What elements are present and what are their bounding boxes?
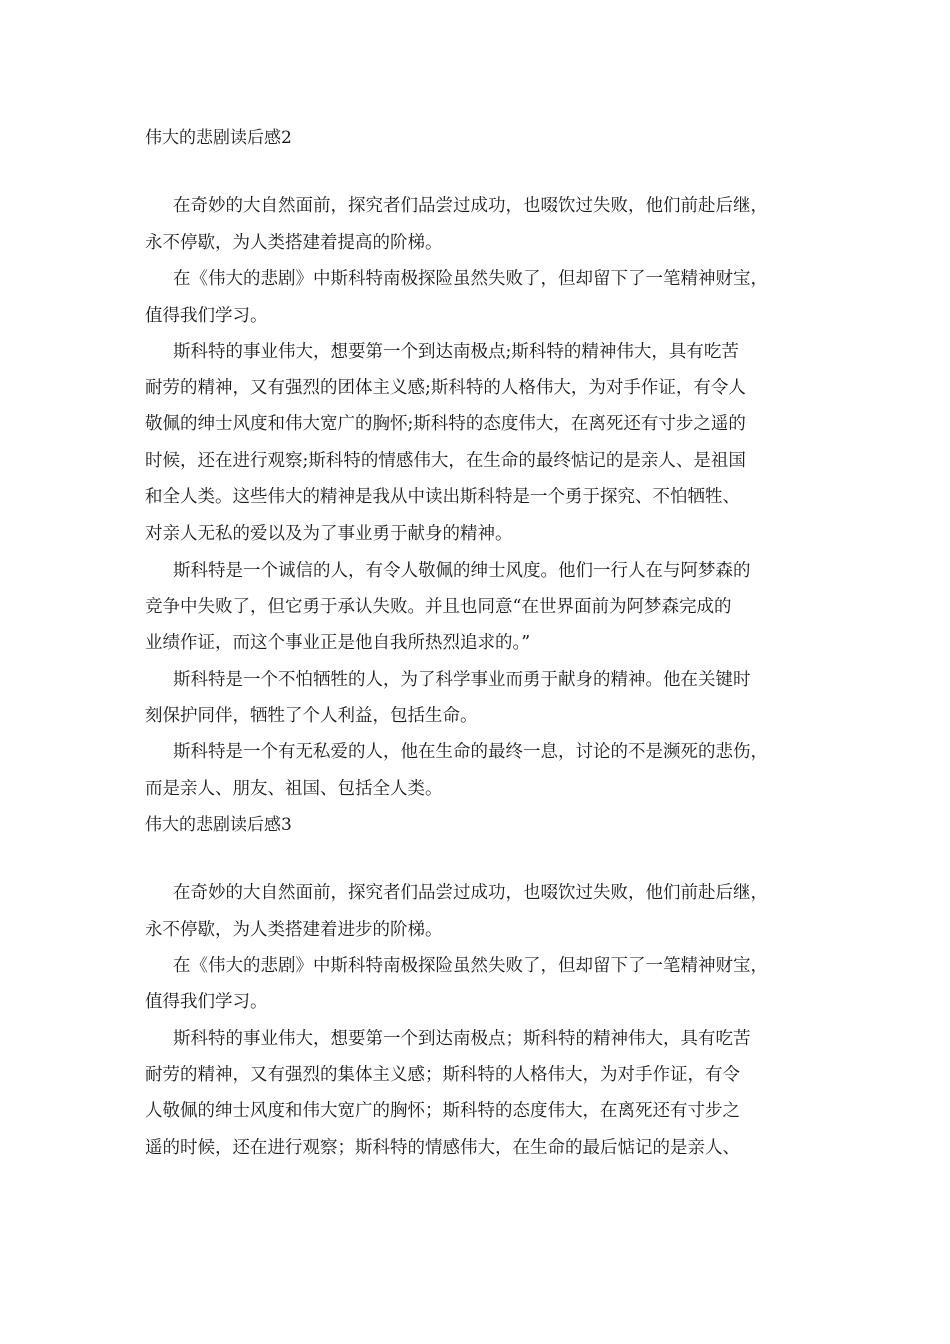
paragraph-line: 敬佩的绅士风度和伟大宽广的胸怀;斯科特的态度伟大，在离死还有寸步之遥的 [145, 414, 746, 434]
paragraph-line: 业绩作证，而这个事业正是他自我所热烈追求的。” [145, 633, 531, 653]
paragraph-line: 在奇妙的大自然面前，探究者们品尝过成功，也啜饮过失败，他们前赴后继， [173, 883, 768, 903]
paragraph-line: 斯科特的事业伟大，想要第一个到达南极点;斯科特的精神伟大，具有吃苦 [173, 342, 739, 362]
paragraph-line: 对亲人无私的爱以及为了事业勇于献身的精神。 [145, 524, 513, 544]
paragraph-line: 斯科特的事业伟大，想要第一个到达南极点；斯科特的精神伟大，具有吃苦 [173, 1029, 751, 1049]
paragraph-line: 遥的时候，还在进行观察；斯科特的情感伟大，在生命的最后惦记的是亲人、 [145, 1138, 740, 1158]
paragraph-line: 和全人类。这些伟大的精神是我从中读出斯科特是一个勇于探究、不怕牺牲、 [145, 487, 740, 507]
paragraph-line: 耐劳的精神，又有强烈的团体主义感;斯科特的人格伟大，为对手作证，有令人 [145, 378, 746, 398]
paragraph-line: 在《伟大的悲剧》中斯科特南极探险虽然失败了，但却留下了一笔精神财宝， [173, 956, 768, 976]
paragraph-line: 斯科特是一个不怕牺牲的人，为了科学事业而勇于献身的精神。他在关键时 [173, 670, 751, 690]
paragraph-line: 在《伟大的悲剧》中斯科特南极探险虽然失败了，但却留下了一笔精神财宝， [173, 269, 768, 289]
section-title: 伟大的悲剧读后感3 [145, 815, 292, 835]
paragraph-line: 在奇妙的大自然面前，探究者们品尝过成功，也啜饮过失败，他们前赴后继， [173, 196, 768, 216]
paragraph-line: 而是亲人、朋友、祖国、包括全人类。 [145, 779, 443, 799]
paragraph-line: 刻保护同伴，牺牲了个人利益，包括生命。 [145, 706, 478, 726]
paragraph-line: 永不停歇，为人类搭建着提高的阶梯。 [145, 233, 443, 253]
paragraph-line: 时候，还在进行观察;斯科特的情感伟大，在生命的最终惦记的是亲人、是祖国 [145, 451, 746, 471]
paragraph-line: 竞争中失败了，但它勇于承认失败。并且也同意“在世界面前为阿梦森完成的 [145, 597, 732, 617]
paragraph-line: 值得我们学习。 [145, 306, 268, 326]
paragraph-line: 斯科特是一个诚信的人，有令人敬佩的绅士风度。他们一行人在与阿梦森的 [173, 561, 751, 581]
paragraph-line: 耐劳的精神，又有强烈的集体主义感；斯科特的人格伟大，为对手作证，有令 [145, 1065, 740, 1085]
paragraph-line: 斯科特是一个有无私爱的人，他在生命的最终一息，讨论的不是濒死的悲伤， [173, 742, 768, 762]
section-title: 伟大的悲剧读后感2 [145, 128, 292, 148]
paragraph-line: 人敬佩的绅士风度和伟大宽广的胸怀；斯科特的态度伟大，在离死还有寸步之 [145, 1101, 740, 1121]
paragraph-line: 永不停歇，为人类搭建着进步的阶梯。 [145, 920, 443, 940]
paragraph-line: 值得我们学习。 [145, 992, 268, 1012]
